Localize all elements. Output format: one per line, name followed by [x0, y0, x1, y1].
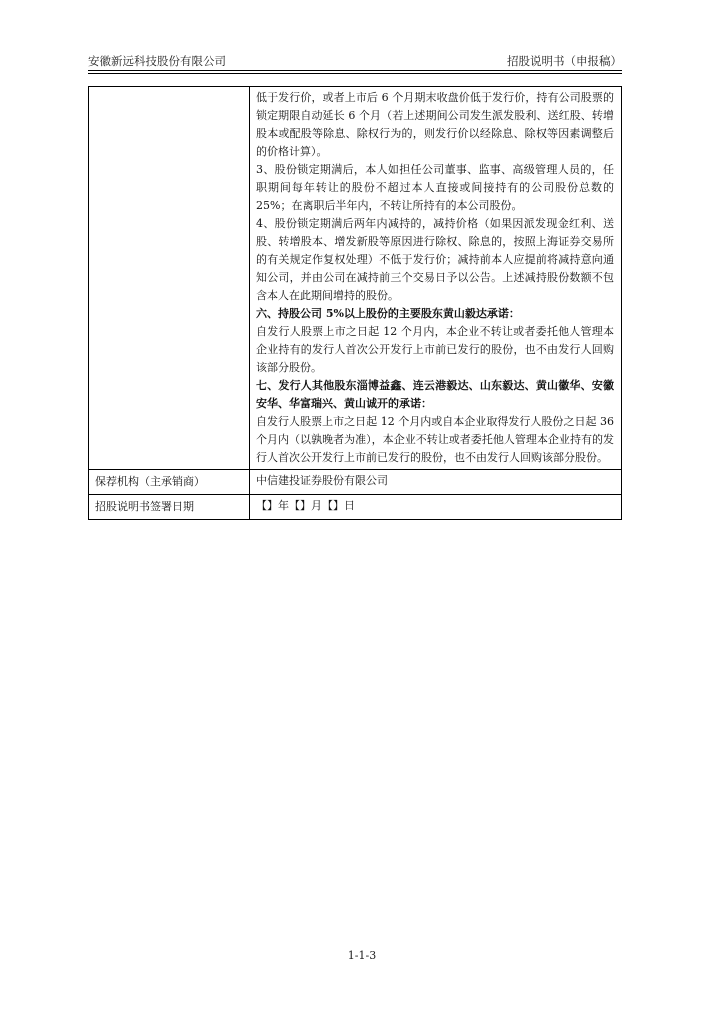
commitments-row [89, 87, 622, 470]
info-table [88, 86, 622, 520]
commitment-paragraph: 自发行人股票上市之日起 12 个月内，本企业不转让或者委托他人管理本企业持有的发行人首次公开发行上市前已发行的股份，也不由发行人回购该部分股份。 [256, 325, 614, 374]
signing-date-value: 【】年【】月【】日 [250, 495, 622, 520]
commitment-heading: 七、发行人其他股东淄博益鑫、连云港毅达、山东毅达、黄山徽华、安徽安华、华富瑞兴、黄山诚开的承诺： [256, 379, 614, 410]
signing-date-label: 招股说明书签署日期 [89, 495, 250, 520]
commitments-label-cell [89, 87, 250, 470]
commitment-heading: 六、持股公司 5%以上股份的主要股东黄山毅达承诺： [256, 307, 520, 320]
sponsor-value: 中信建投证券股份有限公司 [250, 470, 622, 495]
header-company-name: 安徽新远科技股份有限公司 [88, 54, 226, 68]
sponsor-label: 保荐机构（主承销商） [89, 470, 250, 495]
commitment-paragraph: 自发行人股票上市之日起 12 个月内或自本企业取得发行人股份之日起 36 个月内（以孰晚者为准），本企业不转让或者委托他人管理本企业持有的发行人首次公开发行上市前已发行的股份，也不由发行人回购该部分股份。 [256, 415, 614, 464]
header-rule-thick [88, 70, 622, 71]
commitments-content-cell [250, 87, 622, 470]
sponsor-row [89, 470, 622, 495]
page-number: 1-1-3 [347, 949, 377, 962]
header-rule-thin [88, 73, 622, 74]
commitment-paragraph: 3、股份锁定期满后，本人如担任公司董事、监事、高级管理人员的，任职期间每年转让的股份不超过本人直接或间接持有的公司股份总数的25%；在离职后半年内，不转让所持有的本公司股份。 [256, 163, 614, 212]
commitment-paragraph: 4、股份锁定期满后两年内减持的，减持价格（如果因派发现金红利、送股、转增股本、增发新股等原因进行除权、除息的，按照上海证券交易所的有关规定作复权处理）不低于发行价；减持前本人应提前将减持意向通知公司，并由公司在减持前三个交易日予以公告。上述减持股份数额不包含本人在此期间增持的股份。 [256, 217, 614, 302]
header-document-title: 招股说明书（申报稿） [507, 54, 622, 68]
page-header [88, 50, 622, 74]
signing-date-row [89, 495, 622, 520]
commitment-paragraph: 低于发行价，或者上市后 6 个月期末收盘价低于发行价，持有公司股票的锁定期限自动延长 6 个月（若上述期间公司发生派发股利、送红股、转增股本或配股等除息、除权行为的，则发行价以经除息、除权等因素调整后的价格计算）。 [256, 91, 614, 158]
